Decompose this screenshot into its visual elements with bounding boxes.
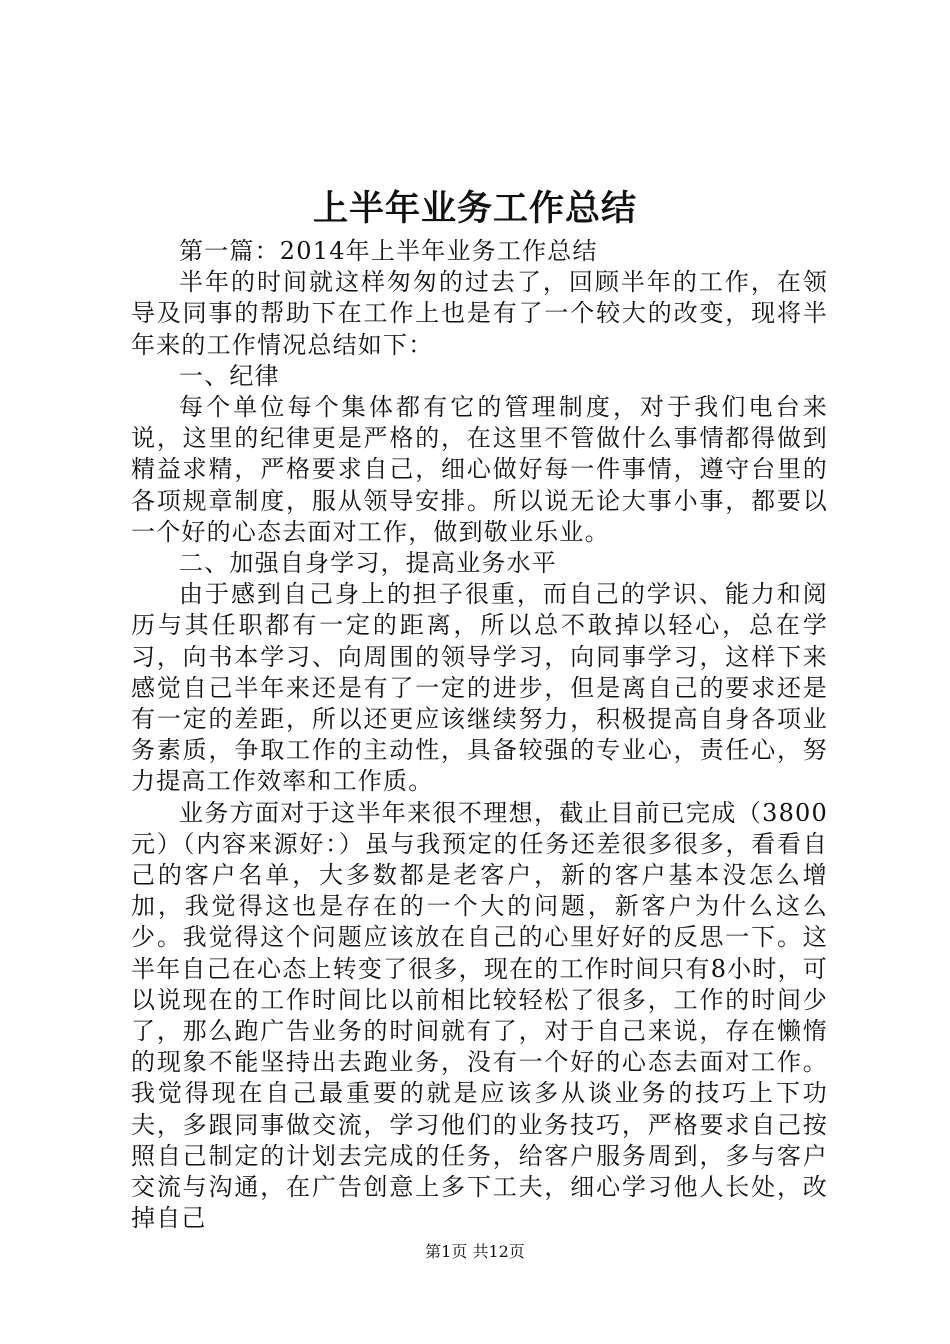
paragraph: 半年的时间就这样匆匆的过去了，回顾半年的工作，在领导及同事的帮助下在工作上也是有了一个较大的改变，现将半年来的工作情况总结如下： (131, 268, 828, 359)
section-heading: 二、加强自身学习，提高业务水平 (179, 549, 557, 578)
paragraph: 由于感到自己身上的担子很重，而自己的学识、能力和阅历与其任职都有一定的距离，所以总不敢掉以轻心，总在学习，向书本学习、向周围的领导学习，向同事学习，这样下来感觉自己半年来还是有了一定的进步，但是离自己的要求还是有一定的差距，所以还更应该继续努力，积极提高自身各项业务素质，争取工作的主动性，具备较强的专业心，责任心，努力提高工作效率和工作质。 (131, 580, 828, 796)
page-title: 上半年业务工作总结 (312, 188, 637, 229)
page-number-footer: 第1页 共12页 (425, 1242, 525, 1261)
section-heading: 第一篇：2014年上半年业务工作总结 (179, 237, 598, 265)
document-body (131, 236, 828, 1235)
section-heading: 一、纪律 (179, 361, 280, 390)
paragraph: 业务方面对于这半年来很不理想，截止目前已完成（3800元）（内容来源好：）虽与我预定的任务还差很多很多，看看自己的客户名单，大多数都是老客户，新的客户基本没怎么增加，我觉得这也是存在的一个大的问题，新客户为什么这么少。我觉得这个问题应该放在自己的心里好好的反思一下。这半年自己在心态上转变了很多，现在的工作时间只有8小时，可以说现在的工作时间比以前相比较轻松了很多，工作的时间少了，那么跑广告业务的时间就有了，对于自己来说，存在懒惰的现象不能坚持出去跑业务，没有一个好的心态去面对工作。我觉得现在自己最重要的就是应该多从谈业务的技巧上下功夫，多跟同事做交流，学习他们的业务技巧，严格要求自己按照自己制定的计划去完成的任务，给客户服务周到，多与客户交流与沟通，在广告创意上多下工夫，细心学习他人长处，改掉自己 (131, 798, 828, 1233)
paragraph: 每个单位每个集体都有它的管理制度，对于我们电台来说，这里的纪律更是严格的，在这里不管做什么事情都得做到精益求精，严格要求自己，细心做好每一件事情，遵守台里的各项规章制度，服从领导安排。所以说无论大事小事，都要以一个好的心态去面对工作，做到敬业乐业。 (131, 393, 828, 546)
